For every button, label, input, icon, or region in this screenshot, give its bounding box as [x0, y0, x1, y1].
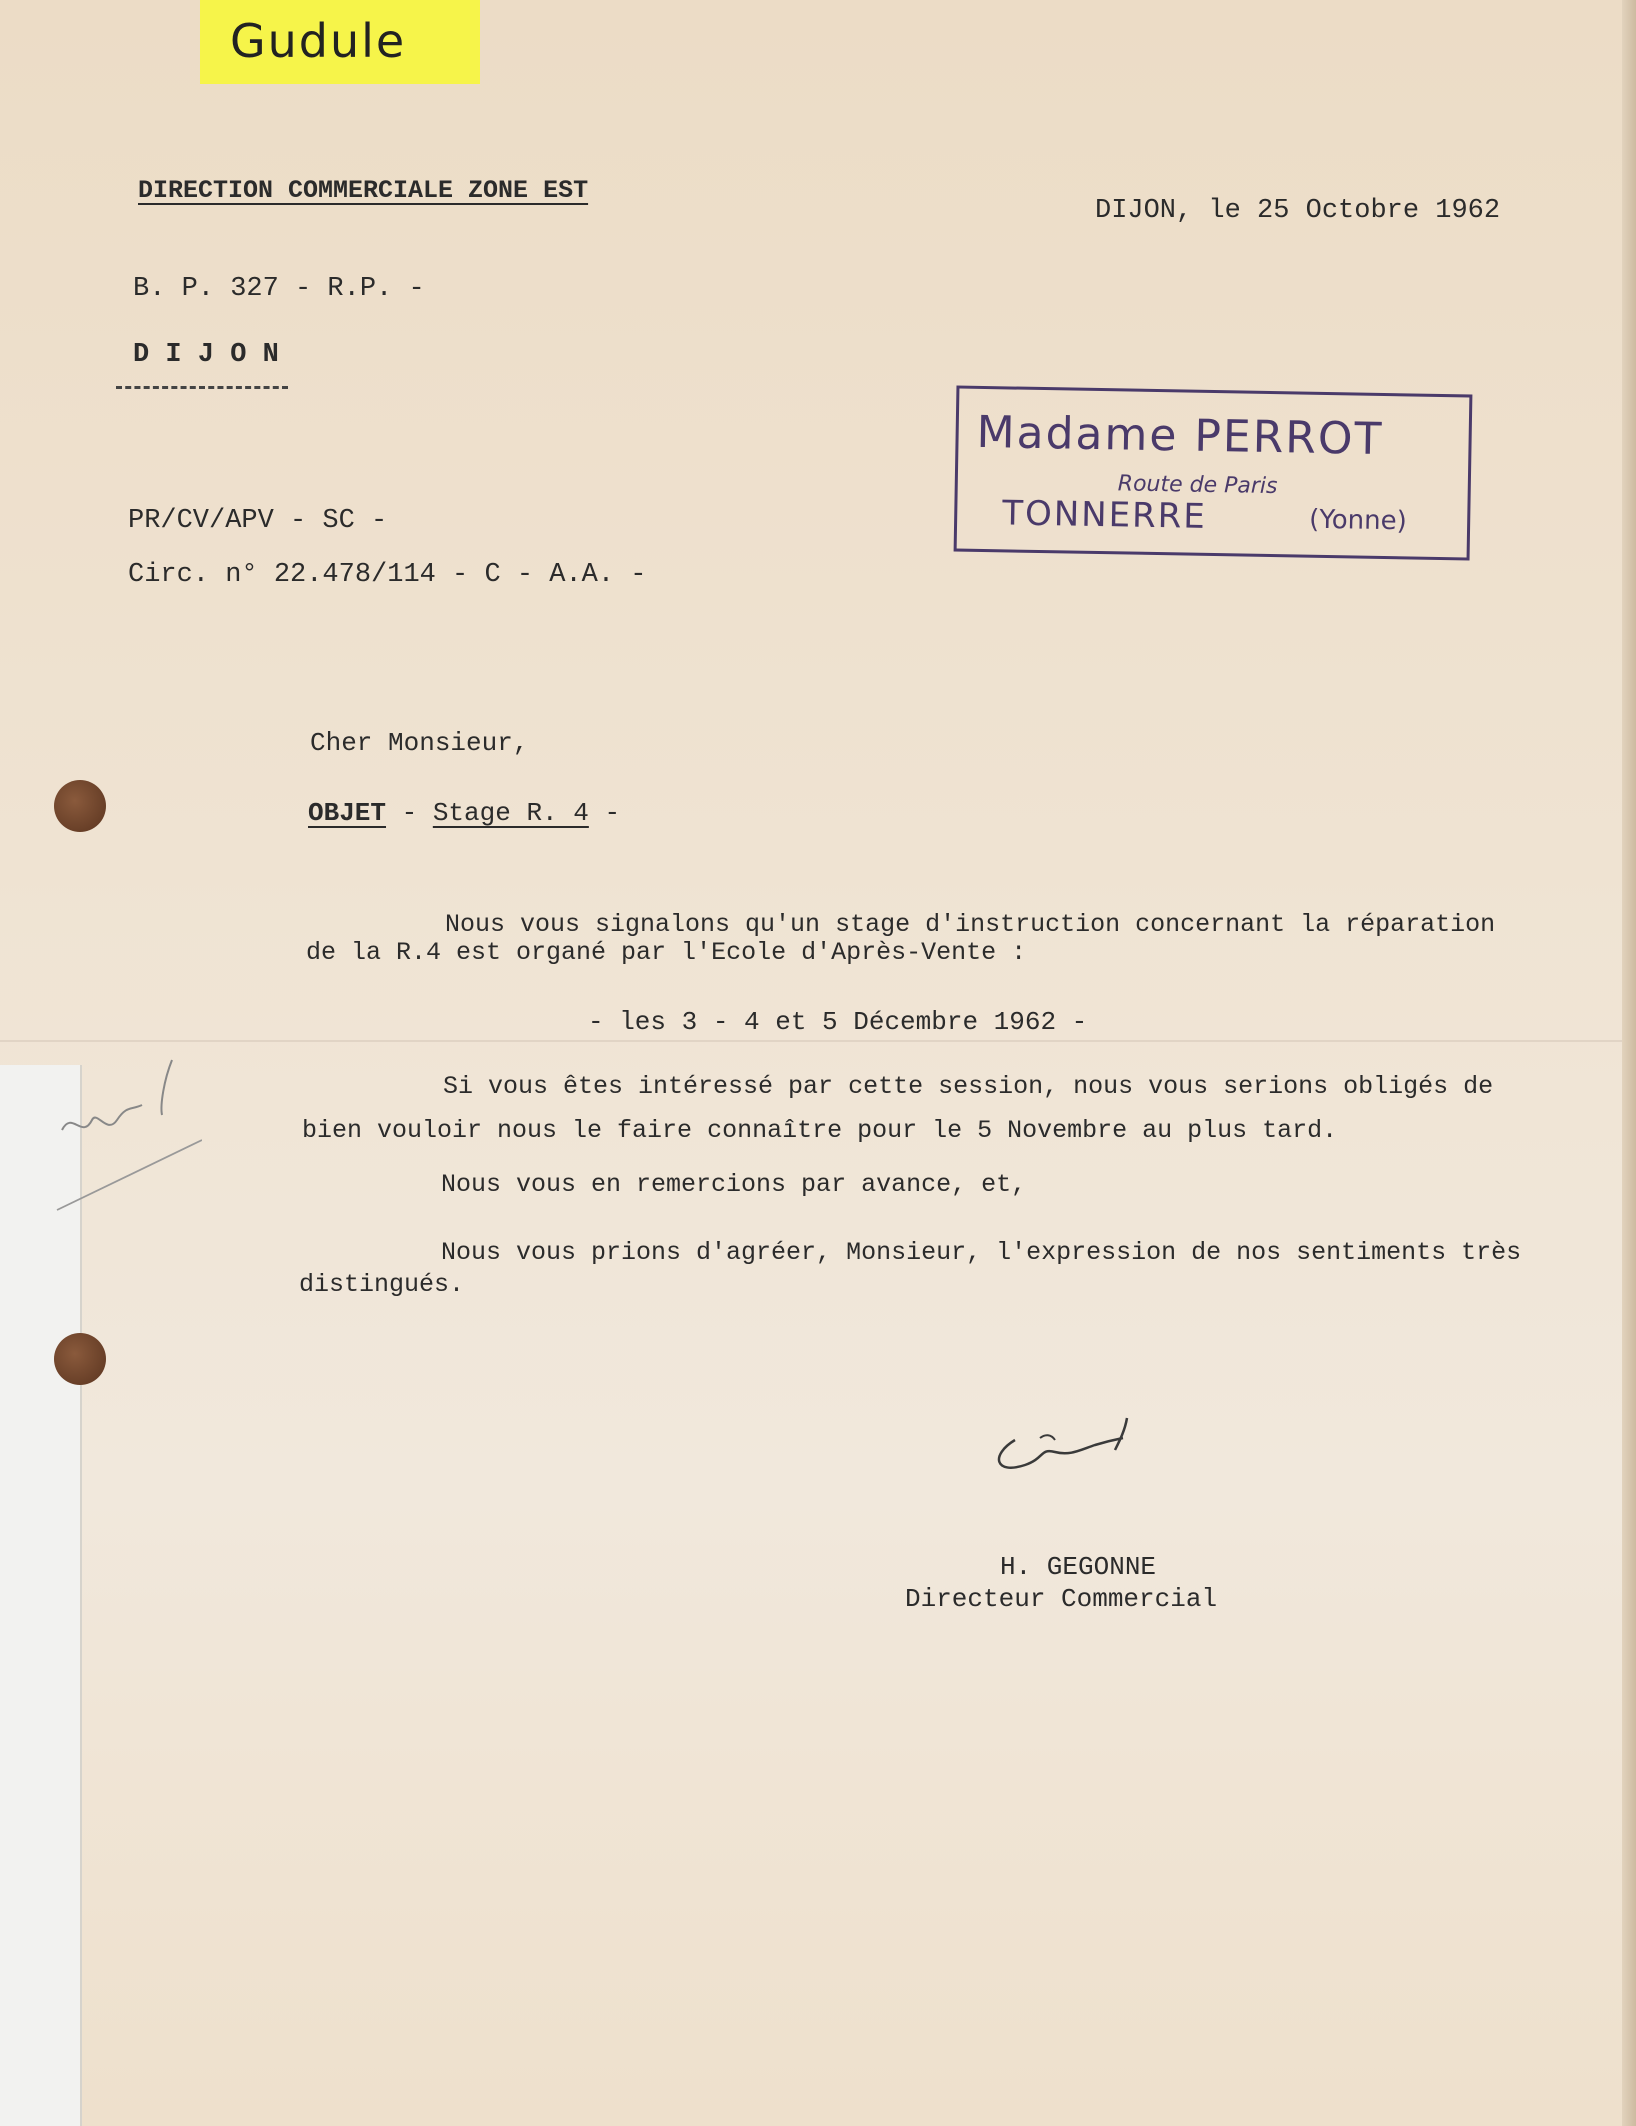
paragraph-3: Nous vous en remercions par avance, et,	[441, 1170, 1027, 1199]
salutation: Cher Monsieur,	[310, 728, 529, 758]
paper-edge	[1622, 0, 1636, 2126]
sticky-note-text: Gudule	[230, 14, 407, 68]
circular-number: Circ. n° 22.478/114 - C - A.A. -	[128, 560, 647, 590]
margin-pencil-note	[52, 1050, 202, 1220]
object-separator: -	[386, 798, 433, 828]
stamp-street: Route de Paris	[1117, 471, 1278, 500]
stamp-department: (Yonne)	[1308, 504, 1408, 537]
binder-strip	[0, 1065, 82, 2126]
sticky-note	[200, 0, 480, 84]
punch-hole-bottom	[54, 1333, 106, 1385]
stamp-city: TONNERRE	[1001, 493, 1208, 537]
date-line: DIJON, le 25 Octobre 1962	[1095, 196, 1501, 226]
paragraph-1-line-1: Nous vous signalons qu'un stage d'instruction concernant la réparation	[445, 910, 1496, 939]
paragraph-4-line-1: Nous vous prions d'agréer, Monsieur, l'expression de nos sentiments très	[441, 1238, 1522, 1267]
department-heading: DIRECTION COMMERCIALE ZONE EST	[138, 176, 589, 205]
object-value: Stage R. 4	[432, 798, 589, 828]
object-line	[308, 798, 620, 828]
paragraph-2-line-1: Si vous êtes intéressé par cette session, nous vous serions obligés de	[443, 1072, 1494, 1101]
stamp-name: Madame PERROT	[976, 406, 1384, 465]
reference-code: PR/CV/APV - SC -	[128, 506, 388, 536]
po-box: B. P. 327 - R.P. -	[133, 274, 425, 304]
city-heading: D I J O N	[133, 340, 279, 370]
signatory-name: H. GEGONNE	[1000, 1552, 1157, 1582]
object-label: OBJET	[308, 798, 387, 828]
paragraph-4-line-2: distingués.	[299, 1270, 465, 1299]
paper-fold-line	[0, 1040, 1636, 1042]
city-underline	[116, 386, 288, 395]
punch-hole-top	[54, 780, 106, 832]
paragraph-2-line-2: bien vouloir nous le faire connaître pour le 5 Novembre au plus tard.	[302, 1116, 1338, 1145]
handwritten-signature	[985, 1410, 1155, 1480]
paragraph-1-line-2: de la R.4 est organé par l'Ecole d'Après-Vente :	[306, 938, 1027, 967]
training-dates: - les 3 - 4 et 5 Décembre 1962 -	[588, 1007, 1088, 1037]
recipient-stamp	[954, 386, 1473, 561]
signatory-title: Directeur Commercial	[905, 1584, 1218, 1614]
object-end: -	[588, 798, 621, 828]
